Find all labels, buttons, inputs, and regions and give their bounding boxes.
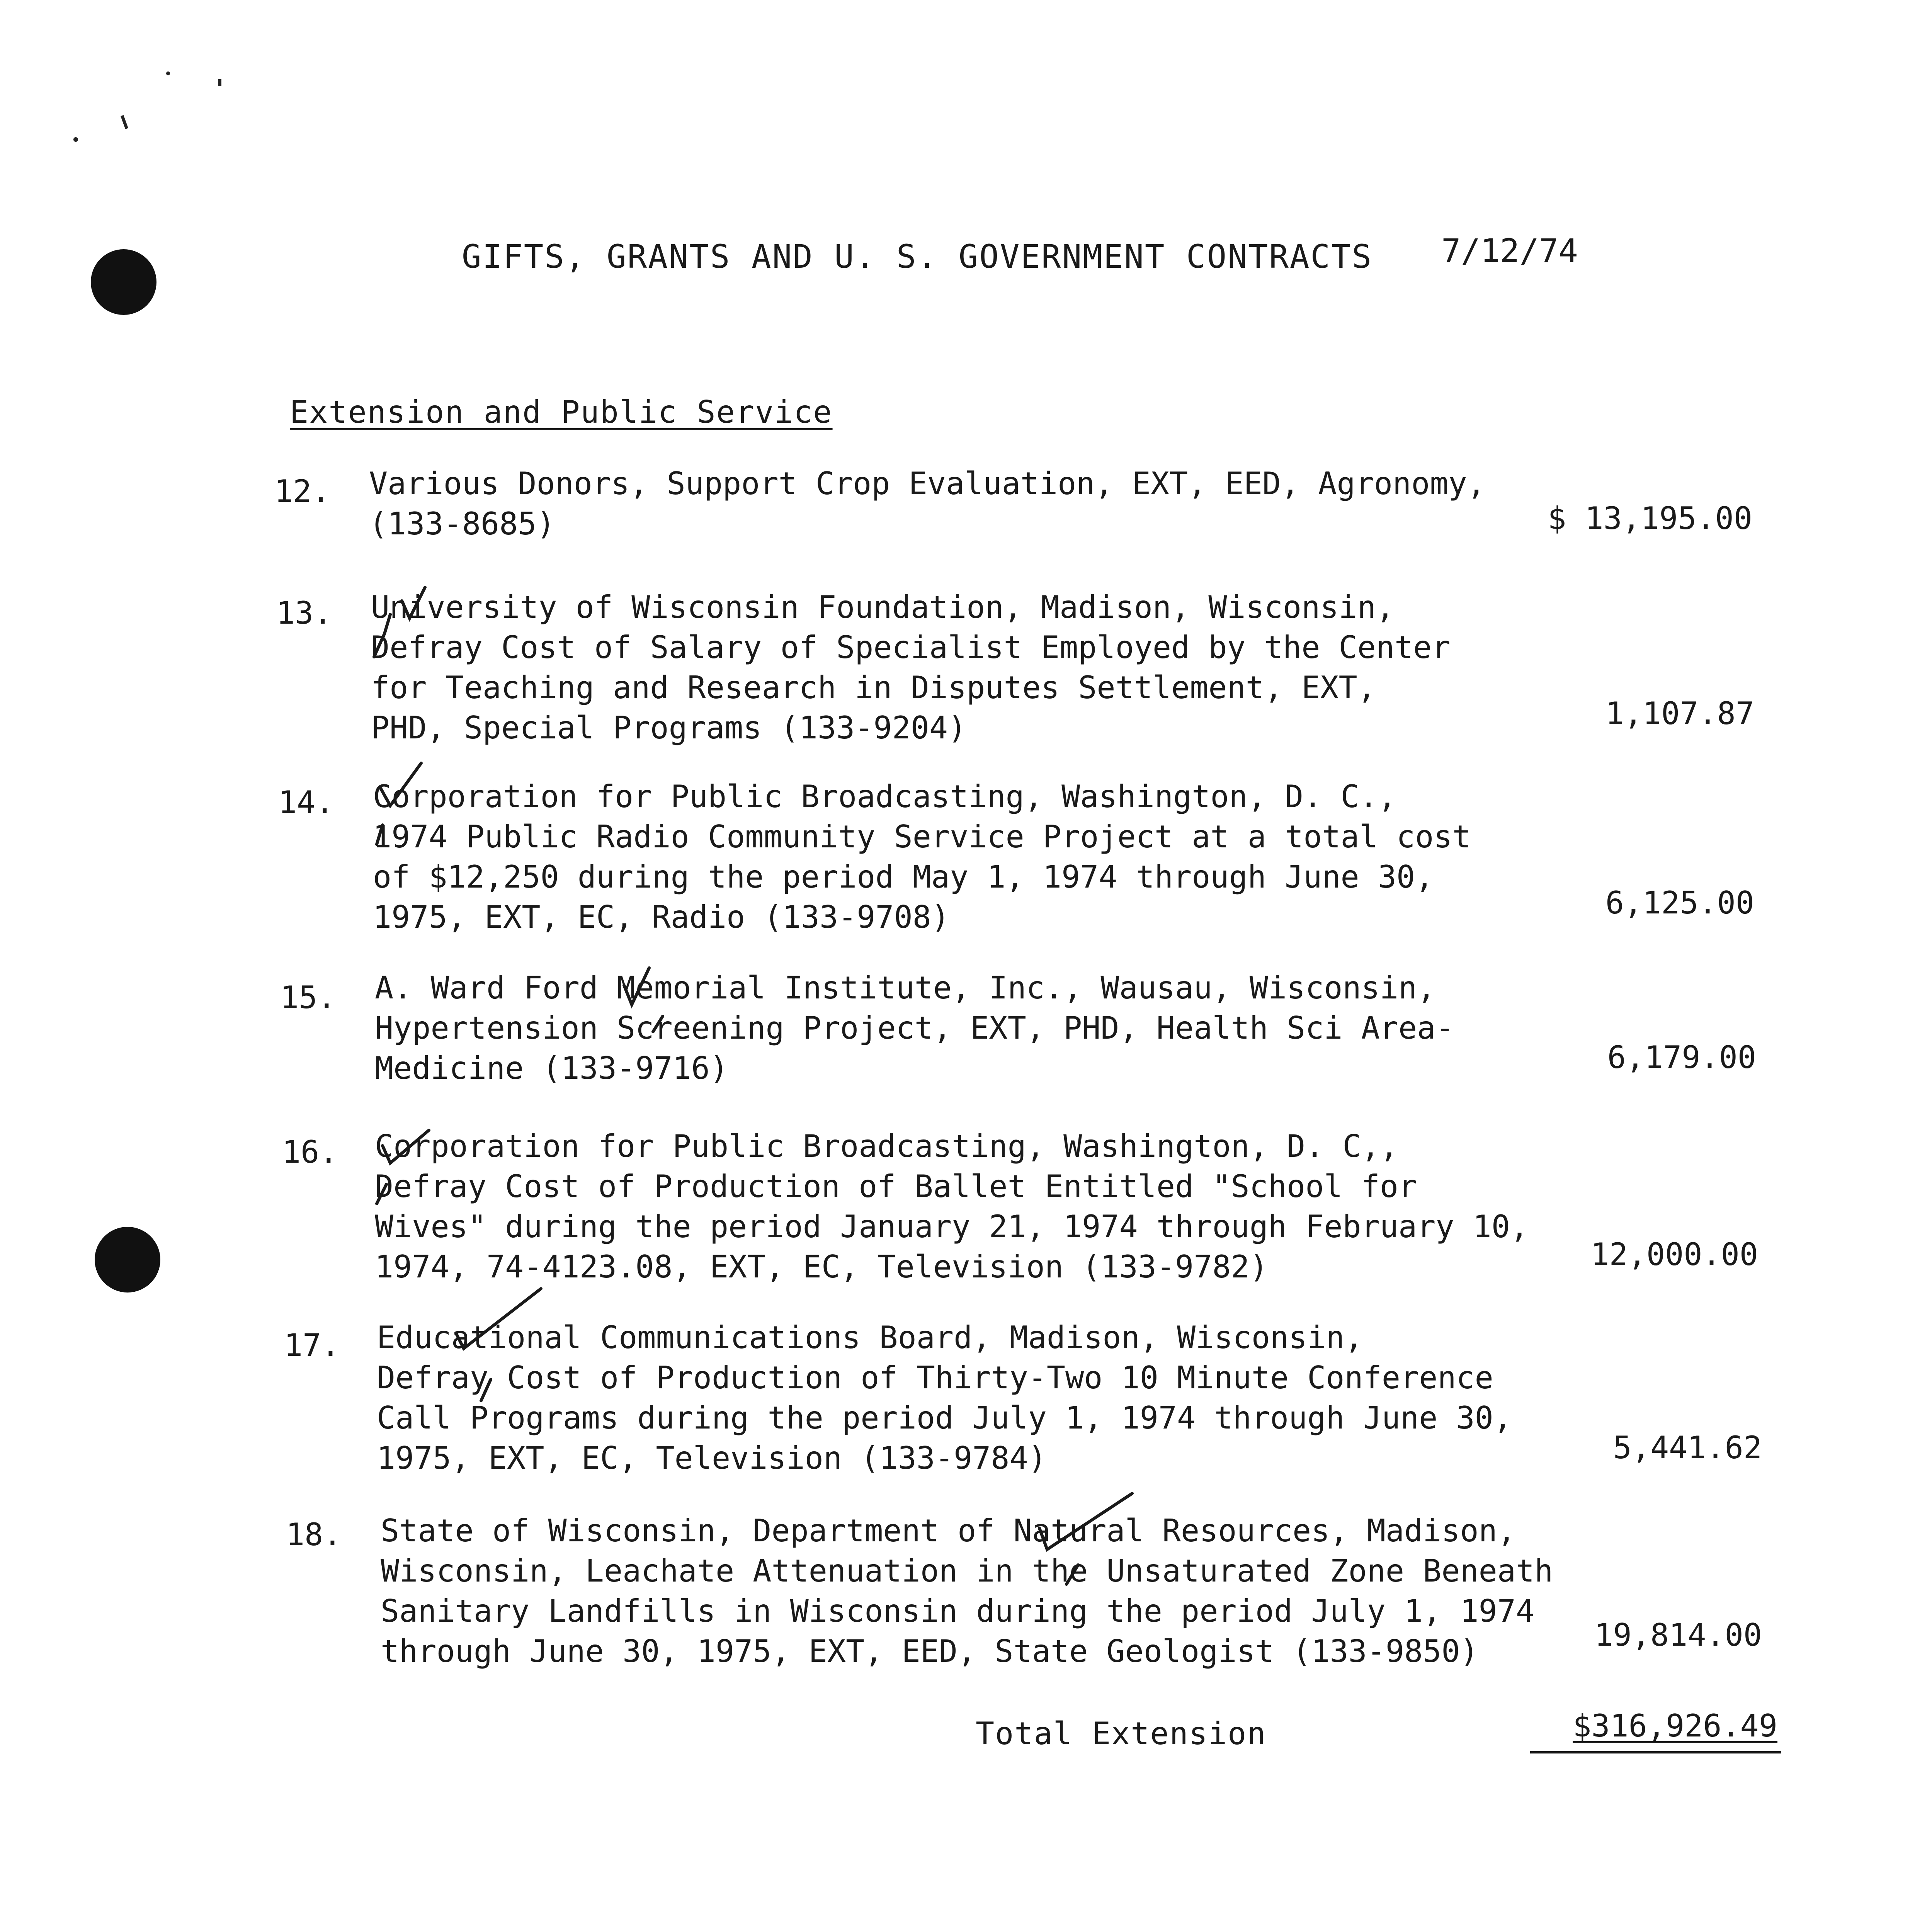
item-line: 1975, EXT, EC, Radio (133-9708)	[373, 899, 950, 935]
check-mark-icon	[481, 1379, 491, 1401]
item-line: for Teaching and Research in Disputes Settlement, EXT,	[371, 670, 1376, 706]
item-number: 15.	[280, 980, 336, 1015]
item-number: 12.	[274, 473, 330, 509]
item-line: A. Ward Ford Memorial Institute, Inc., Wausau, Wisconsin,	[375, 970, 1436, 1006]
total-amount: $316,926.49	[1573, 1708, 1777, 1744]
item-line: (133-8685)	[369, 506, 555, 542]
check-mark-icon	[1066, 1565, 1078, 1584]
check-mark-icon	[402, 587, 425, 618]
item-line: Sanitary Landfills in Wisconsin during the period July 1, 1974	[381, 1593, 1535, 1629]
item-line: PHD, Special Programs (133-9204)	[371, 710, 967, 746]
item-line: through June 30, 1975, EXT, EED, State Geologist (133-9850)	[381, 1633, 1479, 1669]
check-mark-icon	[653, 1016, 663, 1032]
document-title: GIFTS, GRANTS AND U. S. GOVERNMENT CONTRACTS	[462, 238, 1373, 276]
item-number: 13.	[276, 595, 332, 631]
check-mark-icon	[456, 1289, 541, 1349]
item-number: 18.	[286, 1517, 342, 1553]
item-line: Defray Cost of Production of Ballet Entitled "School for	[375, 1168, 1417, 1204]
item-line: 1975, EXT, EC, Television (133-9784)	[377, 1440, 1047, 1476]
item-line: Corporation for Public Broadcasting, Washington, D. C,,	[375, 1128, 1399, 1164]
item-number: 16.	[282, 1134, 338, 1170]
check-mark-icon	[1039, 1493, 1132, 1549]
check-mark-icon	[377, 825, 383, 844]
item-line: Call Programs during the period July 1, 1974 through June 30,	[377, 1400, 1512, 1436]
item-amount: 6,179.00	[1607, 1039, 1756, 1075]
item-line: Various Donors, Support Crop Evaluation, EXT, EED, Agronomy,	[369, 466, 1486, 502]
item-line: of $12,250 during the period May 1, 1974 through June 30,	[373, 859, 1434, 895]
item-amount: 6,125.00	[1605, 885, 1754, 921]
item-line: State of Wisconsin, Department of Natural Resources, Madison,	[381, 1513, 1516, 1549]
item-amount: 12,000.00	[1590, 1236, 1758, 1272]
item-line: Wives" during the period January 21, 1974 through February 10,	[375, 1209, 1529, 1245]
item-line: Educational Communications Board, Madison, Wisconsin,	[377, 1320, 1363, 1355]
item-number: 17.	[284, 1327, 340, 1363]
document-date: 7/12/74	[1441, 232, 1578, 270]
item-line: Defray Cost of Salary of Specialist Employed by the Center	[371, 629, 1451, 665]
item-line: Medicine (133-9716)	[375, 1050, 729, 1086]
check-mark-icon	[624, 968, 649, 1005]
item-number: 14.	[278, 784, 334, 820]
item-line: University of Wisconsin Foundation, Madison, Wisconsin,	[371, 589, 1395, 625]
check-mark-icon	[381, 763, 421, 806]
item-amount: $ 13,195.00	[1548, 500, 1752, 536]
item-amount: 1,107.87	[1605, 696, 1754, 731]
item-line: 1974 Public Radio Community Service Project at a total cost	[373, 819, 1471, 855]
item-line: Corporation for Public Broadcasting, Washington, D. C.,	[373, 779, 1397, 815]
total-label: Total Extension	[976, 1716, 1267, 1752]
item-line: Wisconsin, Leachate Attenuation in the Unsaturated Zone Beneath	[381, 1553, 1553, 1589]
check-mark-icon	[374, 614, 390, 657]
item-amount: 5,441.62	[1613, 1430, 1762, 1466]
item-line: Defray Cost of Production of Thirty-Two 10 Minute Conference	[377, 1360, 1493, 1396]
item-line: Hypertension Screening Project, EXT, PHD, Health Sci Area-	[375, 1010, 1454, 1046]
item-line: 1974, 74-4123.08, EXT, EC, Television (133-9782)	[375, 1249, 1268, 1285]
section-heading: Extension and Public Service	[290, 394, 833, 430]
check-mark-icon	[377, 1184, 386, 1204]
item-amount: 19,814.00	[1594, 1617, 1762, 1653]
check-mark-icon	[383, 1130, 429, 1163]
